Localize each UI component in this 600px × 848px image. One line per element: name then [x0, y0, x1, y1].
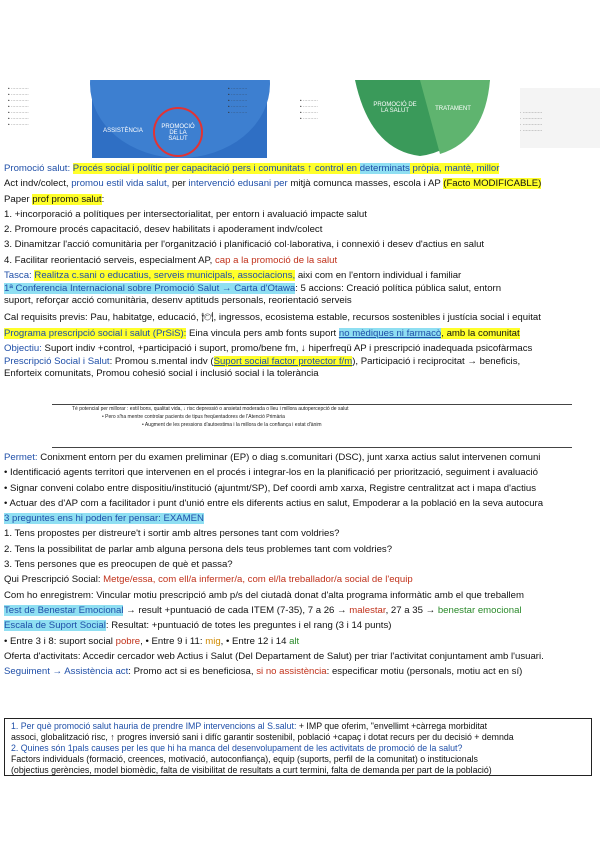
line-oferta: Oferta d'activitats: Accedir cercador web Actius i Salut (Del Departament de Salut) per triar l'activitat conjuntament amb l'usuari.	[4, 650, 544, 662]
line-permet-3: • Actuar des d'AP com a facilitador i punt d'unió entre els diferents actius en salut, Empoderar a la població en la seva autocura	[4, 497, 544, 509]
line-seguiment: Seguiment → Assistència act: Promo act si es beneficiosa, si no assistència: especificar motiu (personals, motiu act en sí)	[4, 666, 523, 678]
line-escala-rang: • Entre 3 i 8: suport social pobre, • Entre 9 i 11: mig, • Entre 12 i 14 alt	[4, 635, 300, 647]
line-pregunta-2: 2. Tens la possibilitat de parlar amb alguna persona dels teus problemes tant com voldries?	[4, 543, 393, 555]
line-test: Test de Benestar Emocional → result +puntuació de cada ITEM (7-35), 7 a 26 → malestar, 27 a 35 → benestar emocional	[4, 604, 522, 616]
line-act-indv: Act indv/colect, promou estil vida salut, per intervenció edusani per mitjà comunca masses, escola i AP (Facto MODIFICABLE)	[4, 178, 542, 190]
circle-label-promocio: PROMOCIÓ DE LA SALUT	[161, 124, 195, 142]
line-prescripcio-cont: Enforteix comunitats, Promou cohesió social i inclusió social i la tolerància	[4, 367, 319, 379]
header-bullets-mid: • ··········· • ··········· • ··········· • ··········· • ···········	[228, 86, 248, 115]
quote-block	[52, 404, 572, 448]
box-question-2: 2. Quines són 1pals causes per les que hi ha manca del desenvolupament de les activitats de promoció de la salut?	[11, 743, 463, 753]
header-diagram	[0, 80, 600, 158]
line-enregistrem: Com ho enregistrem: Vincular motiu prescripció amb p/s del ciutadà donat d'alta programa informàtic amb el que treballem	[4, 589, 524, 601]
notes-body	[4, 161, 598, 379]
box-question-1: 1. Per què promoció salut hauria de prendre IMP intervencions al S.salut: + IMP que oferim, "envellimt +càrrega morbiditat	[11, 721, 488, 731]
quote-line-3: • Augment de les pressions d'autoestima i la millora de la confiança i estat d'ànim	[142, 422, 322, 428]
line-requisits: Cal requisits previs: Pau, habitatge, educació, 🍽, ingressos, ecosistema estable, recursos sostenibles i justícia social i equitat	[4, 312, 541, 324]
line-permet: Permet: Conixment entorn per du examen preliminar (EP) o diag s.comunitari (DSC), junt xarxa actius salut intervenen comuni	[4, 452, 541, 463]
line-conferencia-cont: suport, reforçar acció comunitària, desenv aptituds personals, reorientació serveis	[4, 294, 352, 306]
line-pregunta-1: 1. Tens propostes per distreure't i sortir amb altres persones tant com voldries?	[4, 528, 340, 540]
box-answer-1: associ, globalització risc, ↑ progres inversió sani i difíc garantir sostenibil, població +capaç i dotat recurs per du decisió + demnda	[11, 732, 514, 742]
line-paper: Paper prof promo salut:	[4, 193, 105, 205]
line-promocio-salut: Promoció salut: Procés social i polític per capacitació pers i comunitats ↑ control en determinats pròpia, mantè, millor	[4, 163, 500, 174]
line-conferencia: 1ª Conferencia Internacional sobre Promoció Salut → Carta d'Otawa: 5 accions: Creació política pública salut, entorn	[4, 283, 502, 295]
notes-body-2	[4, 450, 598, 679]
line-pregunta-3: 3. Tens persones que es preocupen de què et passa?	[4, 559, 233, 571]
box-answer-2a: Factors individuals (formació, creences, motivació, autoconfiança), equip (suports, perfil de la comunitat) o institucionals	[11, 754, 478, 764]
line-paper-2: 2. Promoure procés capacitació, desev habilitats i apoderament indv/colect	[4, 224, 323, 236]
circle-label-tratament: TRATAMENT	[435, 106, 471, 112]
line-qui: Qui Prescripció Social: Metge/essa, com ell/a infermer/a, com el/la treballador/a social de l'equip	[4, 574, 413, 586]
line-prescripcio: Prescripció Social i Salut: Promou s.mental indv (Suport social factor protector f/m), Participació i reciprocitat → beneficis,	[4, 356, 521, 368]
header-bullets-right: • ·········· • ·········· • ·········· • ··········	[300, 98, 318, 121]
line-permet-1: • Identificació agents territori que intervenen en el procés i integrar-los en la planificació per priorització, seguiment i avaluació	[4, 467, 538, 479]
quote-line-1: Té potencial per millorar : estil bons, qualitat vida, ↓ risc depressió o ansietat moderada o lleu i millora autopercepció de salut	[72, 406, 349, 412]
quote-line-2: • Pero s'ha mentre controlar pacients de tipus freqüentadores de l'Atenció Primària	[102, 414, 285, 420]
header-bullets-left: • ············ • ············ • ············ • ············ • ············ • ············ • ············	[8, 86, 29, 127]
box-answer-2b: (objectius gerències, model biomèdic, falta de visibilitat de resultats a curt termini, falta de demanda per part de la població)	[11, 765, 492, 775]
line-paper-3: 3. Dinamitzar l'acció comunitària per l'organització i planificació col·laborativa, i connexió i desev d'actius en salut	[4, 239, 485, 251]
line-tasca: Tasca: Realitza c.sani o educatius, serveis municipals, associacions, aixi com en l'entorn individual i familiar	[4, 270, 462, 282]
line-paper-1: 1. +incorporació a polítiques per intersectorialitat, per entorn i avaluació impacte salut	[4, 208, 367, 220]
line-3-preguntes: 3 preguntes ens hi poden fer pensar: EXAMEN	[4, 513, 204, 525]
circle-label-promocio-2: PROMOCIÓ DE LA SALUT	[373, 102, 417, 114]
circle-label-assistencia: ASSISTÈNCIA	[103, 128, 143, 134]
line-escala: Escala de Suport Social: Resultat: +puntuació de totes les preguntes i el rang (3 i 14 punts)	[4, 620, 392, 632]
line-programa: Programa prescripció social i salut (PrSiS): Eina vincula pers amb fonts suport no mèdiques ni farmacò, amb la comunitat	[4, 327, 520, 339]
questions-box	[4, 718, 592, 776]
line-paper-4: 4. Facilitar reorientació serveis, especialment AP, cap a la promoció de la salut	[4, 254, 338, 266]
line-permet-2: • Signar conveni colabo entre dispositiu/institució (ajuntmt/SP), Def coordi amb xarxa, Registre centralitzat act i mapa d'actius	[4, 482, 537, 494]
header-bullets-far: · ············· · ············· · ············· · ·············	[520, 110, 543, 133]
line-objectiu: Objectiu: Suport indiv +control, +participació i suport, promo/bene fm, ↓ hiperfreqü AP i prescripció inadequada psicofàrmacs	[4, 342, 533, 354]
